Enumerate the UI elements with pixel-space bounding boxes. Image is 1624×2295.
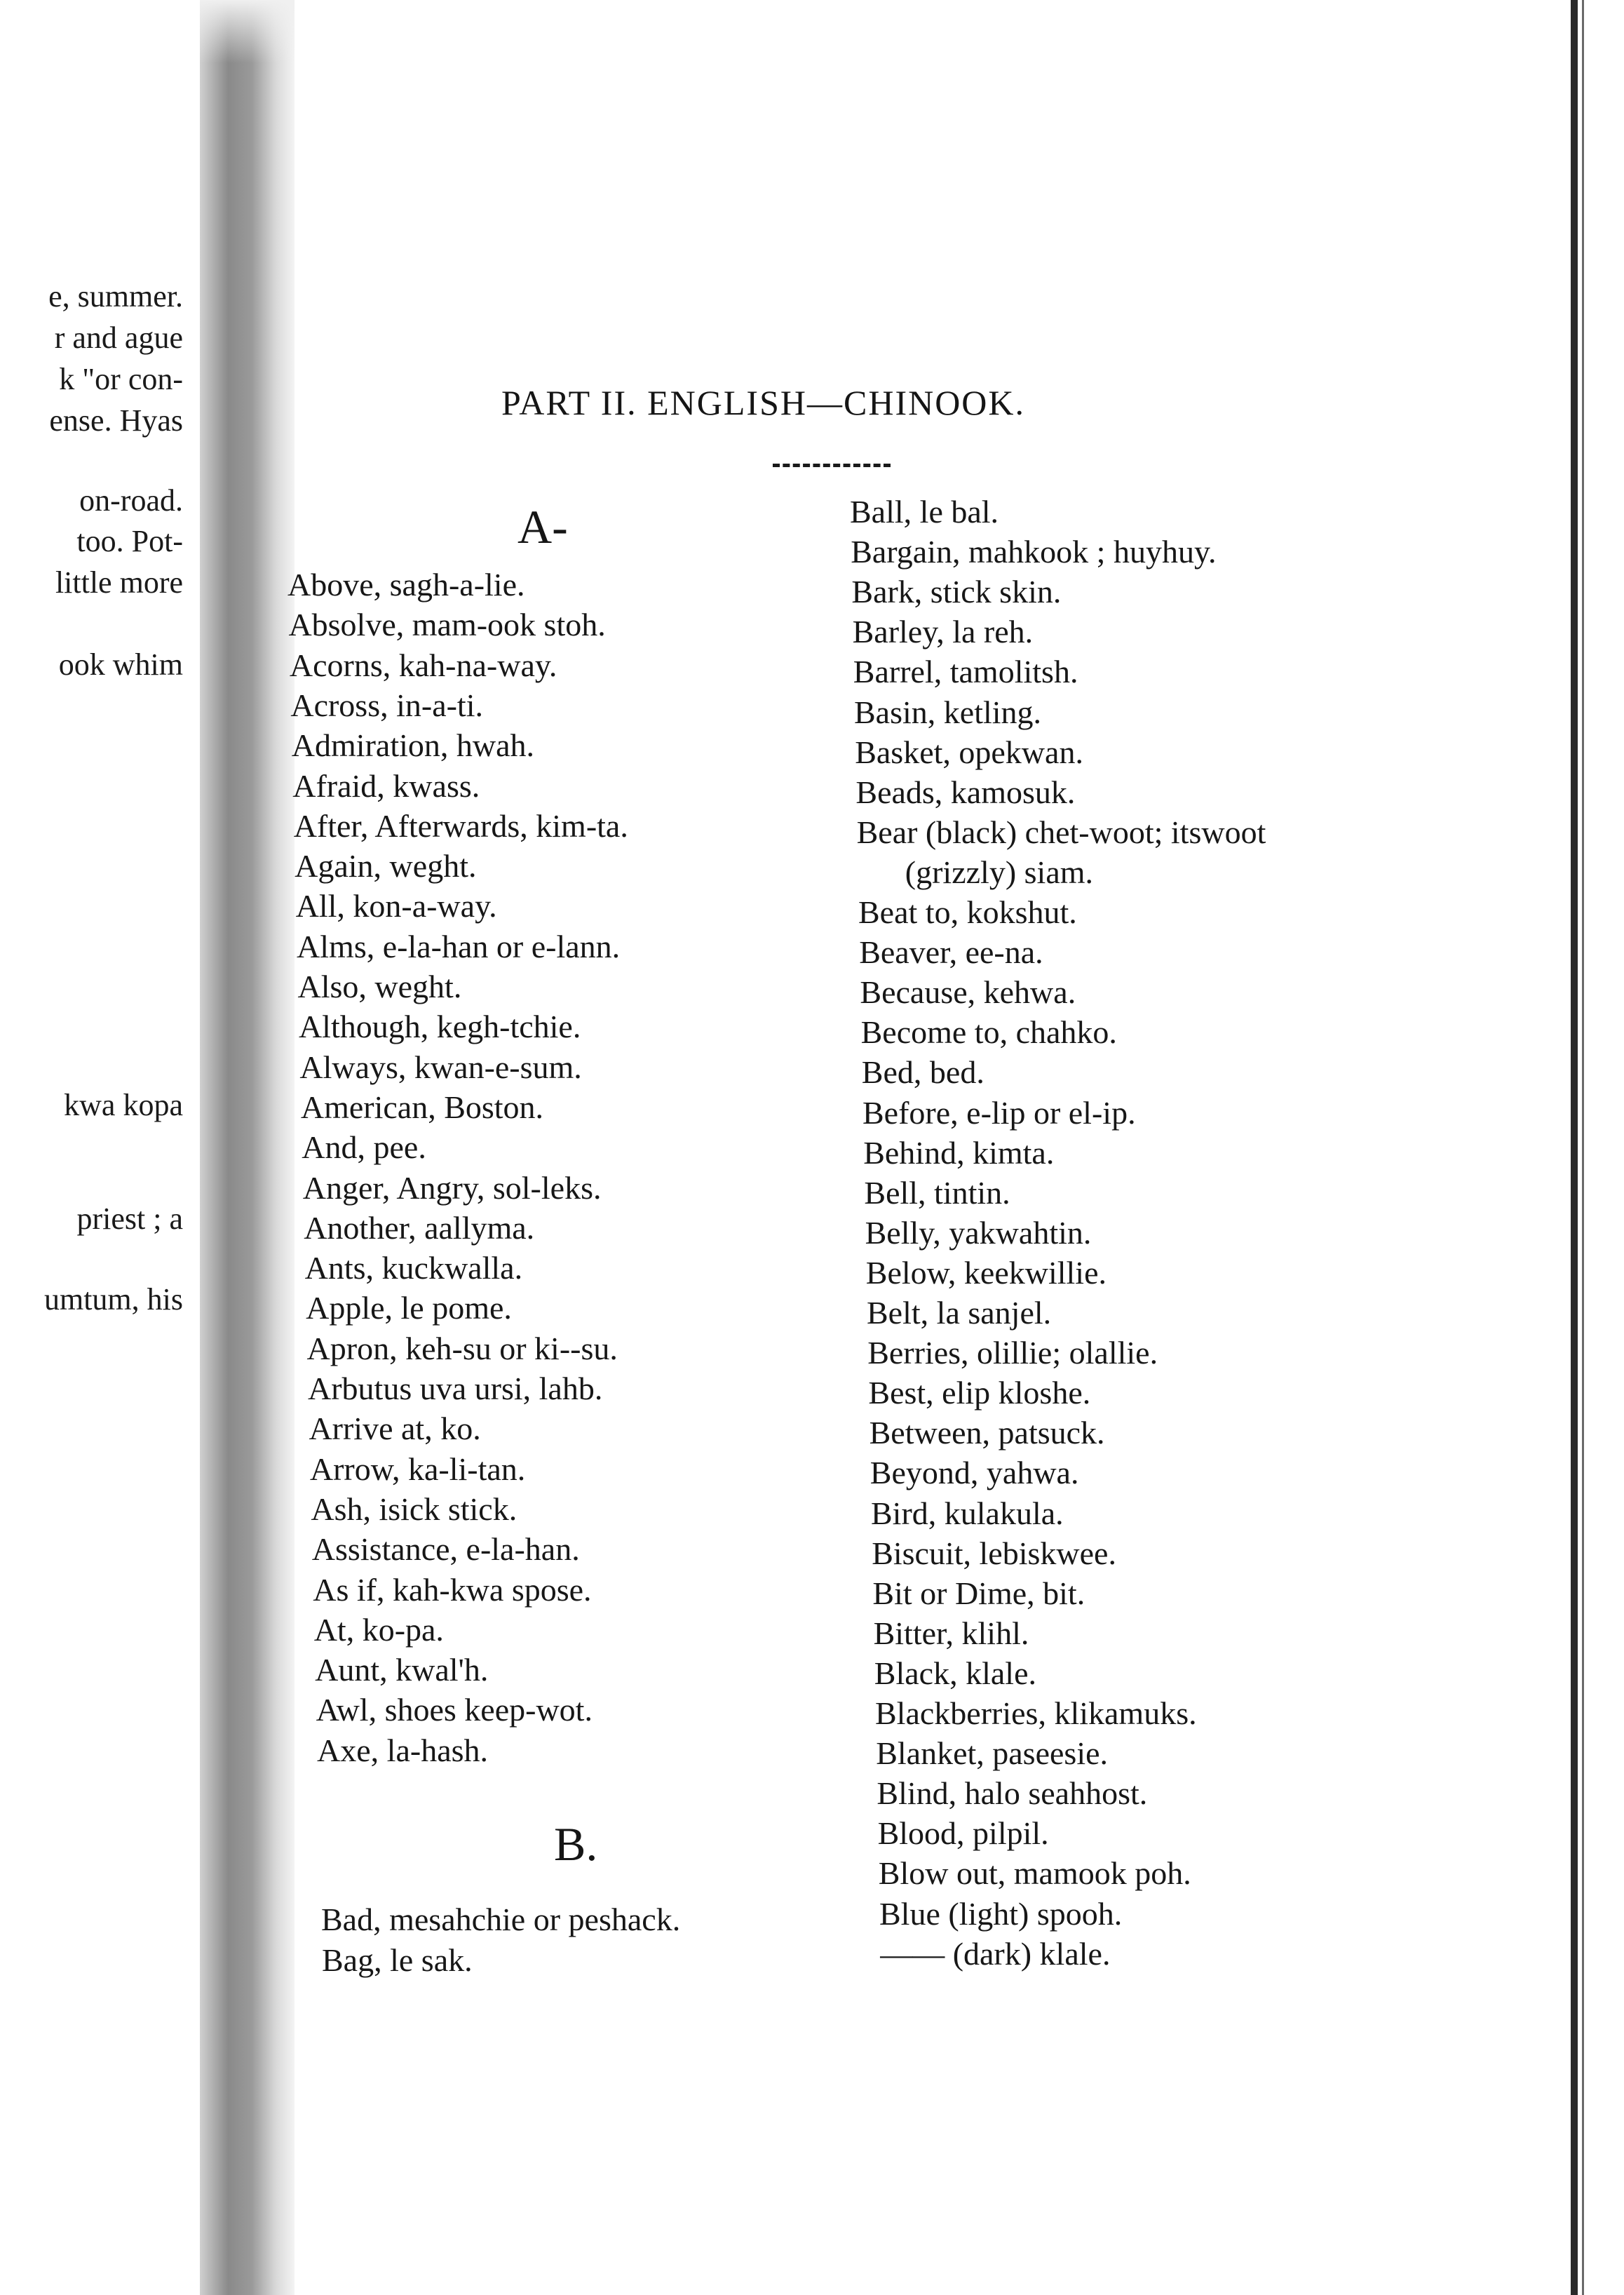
- dictionary-entry: Before, e-lip or el-ip.: [862, 1094, 1136, 1131]
- gutter-highlight: [200, 0, 295, 63]
- section-heading-b: B.: [554, 1817, 598, 1871]
- dictionary-entry: Behind, kimta.: [863, 1134, 1055, 1171]
- dictionary-entry: Bad, mesahchie or peshack.: [321, 1902, 681, 1937]
- left-page-text-line: e, summer.: [48, 279, 183, 314]
- dictionary-entry: Berries, olillie; olallie.: [867, 1335, 1158, 1371]
- section-heading-a: A-: [517, 500, 568, 553]
- dictionary-entry: All, kon-a-way.: [295, 888, 497, 924]
- dictionary-entry: Another, aallyma.: [304, 1209, 535, 1246]
- dictionary-entry: Alms, e-la-han or e-lann.: [297, 928, 621, 964]
- dictionary-entry: Beaver, ee-na.: [859, 934, 1043, 971]
- title-rule: [773, 464, 891, 467]
- dictionary-entry: Admiration, hwah.: [291, 727, 535, 764]
- dictionary-entry: Also, weght.: [297, 969, 462, 1004]
- dictionary-entry: Absolve, mam-ook stoh.: [288, 607, 606, 643]
- page-edge-dark: [1571, 0, 1578, 2295]
- dictionary-entry: Aunt, kwal'h.: [315, 1652, 489, 1688]
- dictionary-entry: Bear (black) chet-woot; itswoot: [856, 814, 1266, 850]
- dictionary-entry: After, Afterwards, kim-ta.: [293, 807, 628, 844]
- dictionary-entry: Apron, keh-su or ki--su.: [306, 1330, 618, 1366]
- dictionary-entry: Ash, isick stick.: [311, 1490, 517, 1527]
- dictionary-entry: Always, kwan-e-sum.: [299, 1049, 582, 1085]
- left-page-text-line: ook whim: [58, 647, 183, 682]
- dictionary-entry: Bed, bed.: [861, 1054, 984, 1091]
- dictionary-entry: Beyond, yahwa.: [869, 1455, 1079, 1491]
- dictionary-entry: As if, kah-kwa spose.: [313, 1571, 592, 1608]
- dictionary-entry: Blood, pilpil.: [877, 1815, 1049, 1852]
- dictionary-entry: And, pee.: [302, 1129, 426, 1166]
- left-page-text-line: k "or con-: [59, 362, 183, 396]
- dictionary-entry: Afraid, kwass.: [292, 767, 480, 804]
- dictionary-entry: At, ko-pa.: [313, 1611, 444, 1648]
- dictionary-entry: Across, in-a-ti.: [290, 687, 483, 723]
- dictionary-entry: (grizzly) siam.: [905, 854, 1094, 890]
- dictionary-entry: Become to, chahko.: [860, 1014, 1117, 1051]
- left-page-text-line: kwa kopa: [64, 1088, 183, 1122]
- dictionary-entry: Acorns, kah-na-way.: [289, 647, 557, 683]
- dictionary-entry: Belt, la sanjel.: [867, 1295, 1052, 1331]
- left-page-fragment: [0, 0, 200, 2295]
- dictionary-entry: Bargain, mahkook ; huyhuy.: [851, 534, 1217, 570]
- dictionary-entry: Arbutus uva ursi, lahb.: [308, 1371, 603, 1406]
- dictionary-entry: Best, elip kloshe.: [868, 1375, 1091, 1411]
- dictionary-entry: Biscuit, lebiskwee.: [872, 1535, 1116, 1571]
- book-gutter-shadow: [200, 0, 295, 2295]
- dictionary-entry: Ball, le bal.: [850, 494, 999, 530]
- dictionary-entry: Below, keekwillie.: [865, 1254, 1107, 1291]
- dictionary-entry: Above, sagh-a-lie.: [287, 567, 525, 603]
- dictionary-entry: Basket, opekwan.: [855, 734, 1083, 770]
- dictionary-entry: Blue (light) spooh.: [879, 1895, 1123, 1932]
- left-page-text-line: umtum, his: [43, 1282, 183, 1317]
- dictionary-entry: Bark, stick skin.: [851, 574, 1062, 610]
- dictionary-entry: Arrive at, ko.: [309, 1411, 481, 1447]
- dictionary-entry: Bitter, klihl.: [873, 1615, 1029, 1651]
- dictionary-entry: Apple, le pome.: [306, 1290, 512, 1326]
- page-title: PART II. ENGLISH—CHINOOK.: [501, 383, 1026, 422]
- dictionary-entry: Beat to, kokshut.: [858, 894, 1077, 930]
- dictionary-entry: Barrel, tamolitsh.: [853, 654, 1078, 690]
- dictionary-entry: American, Boston.: [300, 1089, 544, 1125]
- dictionary-entry: Assistance, e-la-han.: [311, 1531, 580, 1568]
- dictionary-entry: Axe, la-hash.: [317, 1732, 489, 1768]
- dictionary-entry: Beads, kamosuk.: [855, 774, 1076, 810]
- dictionary-entry: Bell, tintin.: [864, 1174, 1010, 1211]
- dictionary-entry: —— (dark) klale.: [880, 1935, 1111, 1972]
- dictionary-entry: Bit or Dime, bit.: [872, 1575, 1085, 1611]
- dictionary-entry: Barley, la reh.: [852, 614, 1034, 650]
- dictionary-entry: Because, kehwa.: [860, 974, 1076, 1011]
- page-edge-line: [1582, 0, 1584, 2295]
- dictionary-entry: Again, weght.: [295, 848, 477, 884]
- dictionary-entry: Awl, shoes keep-wot.: [316, 1692, 593, 1728]
- left-page-text-line: little more: [55, 565, 183, 600]
- left-page-text-line: priest ; a: [76, 1202, 183, 1236]
- dictionary-entry: Anger, Angry, sol-leks.: [302, 1169, 602, 1206]
- dictionary-entry: Blackberries, klikamuks.: [875, 1695, 1197, 1731]
- dictionary-entry: Ants, kuckwalla.: [304, 1250, 523, 1286]
- dictionary-entry: Blind, halo seahhost.: [877, 1775, 1148, 1812]
- left-page-text-line: ense. Hyas: [49, 403, 183, 438]
- left-page-text-line: too. Pot-: [76, 524, 183, 558]
- left-page-text-line: on-road.: [79, 483, 183, 518]
- dictionary-entry: Bag, le sak.: [322, 1942, 473, 1978]
- dictionary-entry: Black, klale.: [874, 1655, 1036, 1691]
- dictionary-entry: Blow out, mamook poh.: [878, 1855, 1191, 1892]
- dictionary-entry: Blanket, paseesie.: [876, 1735, 1109, 1772]
- dictionary-entry: Belly, yakwahtin.: [865, 1214, 1092, 1251]
- dictionary-entry: Although, kegh-tchie.: [298, 1009, 581, 1045]
- dictionary-entry: Between, patsuck.: [869, 1415, 1105, 1451]
- dictionary-entry: Arrow, ka-li-tan.: [309, 1451, 526, 1487]
- dictionary-entry: Bird, kulakula.: [871, 1495, 1064, 1531]
- left-page-text-line: r and ague: [54, 321, 183, 355]
- dictionary-entry: Basin, ketling.: [854, 694, 1042, 730]
